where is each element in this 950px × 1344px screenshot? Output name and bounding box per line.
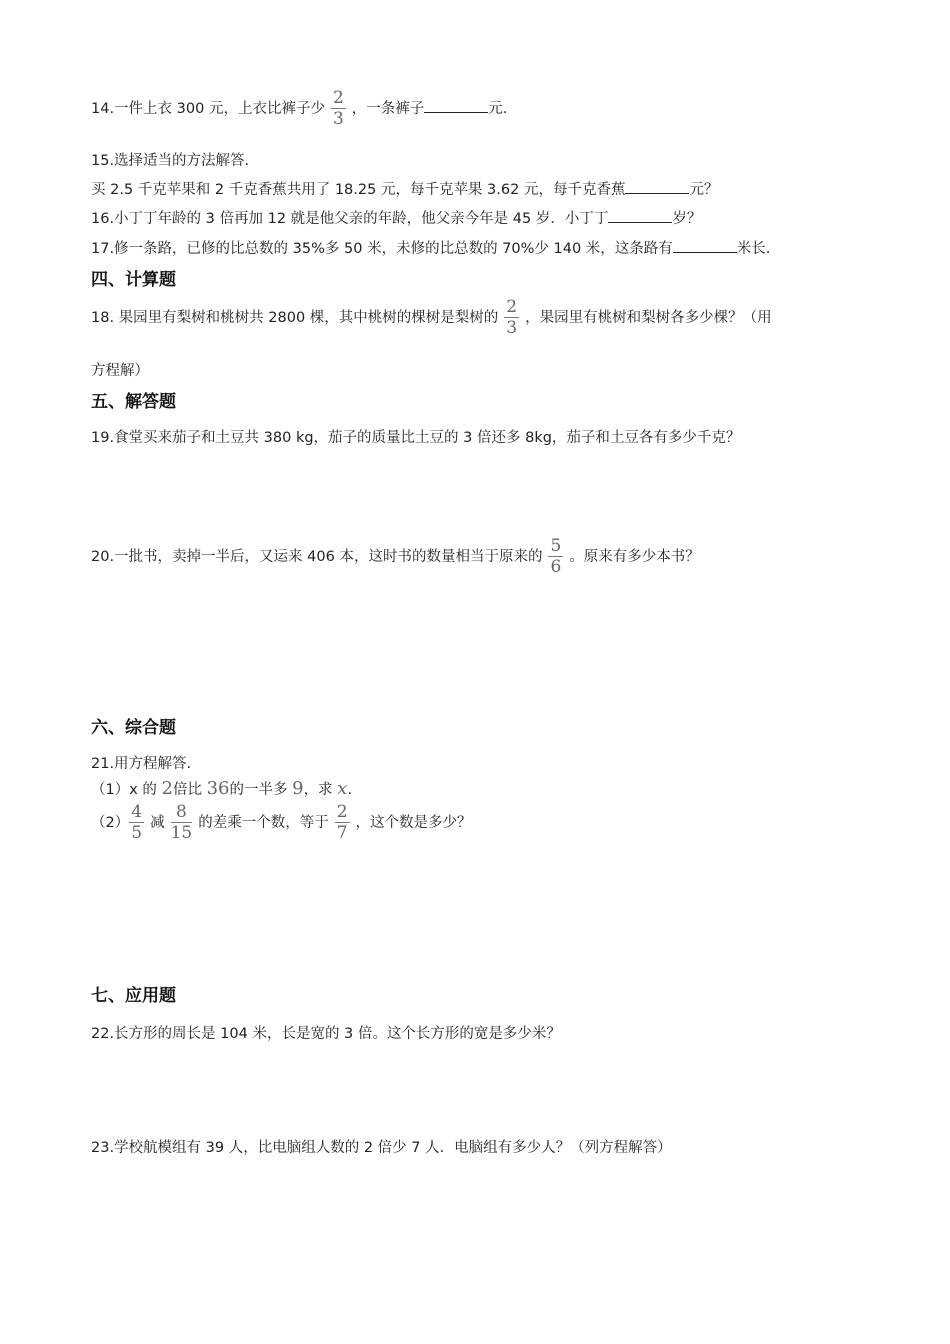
fraction: $\frac{2}{3}$ xyxy=(332,88,344,129)
fraction: $\frac{5}{6}$ xyxy=(550,536,562,577)
question-21-part-1: （1）x 的 2倍比 36的一半多 9，求 x. xyxy=(91,778,352,799)
fraction: $\frac{4}{5}$ xyxy=(131,802,143,843)
question-23: 23.学校航模组有 39 人，比电脑组人数的 2 倍少 7 人．电脑组有多少人？（列方程解答） xyxy=(91,1140,672,1156)
answer-blank[interactable] xyxy=(424,98,488,113)
section-heading-6: 六、综合题 xyxy=(91,718,176,738)
fraction: $\frac{8}{15}$ xyxy=(170,802,193,843)
question-20: 20.一批书，卖掉一半后，又运来 406 本，这时书的数量相当于原来的 $\frac{5}{6}$ 。原来有多少本书？ xyxy=(91,536,700,577)
answer-blank[interactable] xyxy=(673,238,737,253)
section-heading-4: 四、计算题 xyxy=(91,270,176,290)
question-21-part-2: （2） $\frac{4}{5}$ 减 $\frac{8}{15}$ 的差乘一个数，等于 $\frac{2}{7}$ ，这个数是多少？ xyxy=(91,802,472,843)
question-14: 14.一件上衣 300 元，上衣比裤子少 $\frac{2}{3}$ ，一条裤子 元. xyxy=(91,88,508,129)
fraction: $\frac{2}{3}$ xyxy=(506,297,518,338)
section-heading-7: 七、应用题 xyxy=(91,986,176,1006)
question-18: 18. 果园里有梨树和桃树共 2800 棵，其中桃树的棵树是梨树的 $\frac{2}{3}$ ，果园里有桃树和梨树各多少棵？（用 xyxy=(91,297,772,338)
answer-blank[interactable] xyxy=(625,179,689,194)
answer-blank[interactable] xyxy=(608,208,672,223)
section-heading-5: 五、解答题 xyxy=(91,392,176,412)
question-18-line2: 方程解） xyxy=(91,363,149,379)
question-15: 买 2.5 千克苹果和 2 千克香蕉共用了 18.25 元，每千克苹果 3.62 元，每千克香蕉 元？ xyxy=(91,178,718,199)
question-22: 22.长方形的周长是 104 米，长是宽的 3 倍。这个长方形的宽是多少米？ xyxy=(91,1026,561,1042)
question-21-title: 21.用方程解答. xyxy=(91,756,192,772)
question-15-title: 15.选择适当的方法解答. xyxy=(91,153,250,169)
question-19: 19.食堂买来茄子和土豆共 380 kg，茄子的质量比土豆的 3 倍还多 8kg，茄子和土豆各有多少千克？ xyxy=(91,430,741,446)
question-17: 17.修一条路，已修的比总数的 35%多 50 米，未修的比总数的 70%少 140 米，这条路有 米长. xyxy=(91,237,770,258)
fraction: $\frac{2}{7}$ xyxy=(336,802,348,843)
question-16: 16.小丁丁年龄的 3 倍再加 12 就是他父亲的年龄，他父亲今年是 45 岁．小丁丁 岁？ xyxy=(91,207,701,228)
